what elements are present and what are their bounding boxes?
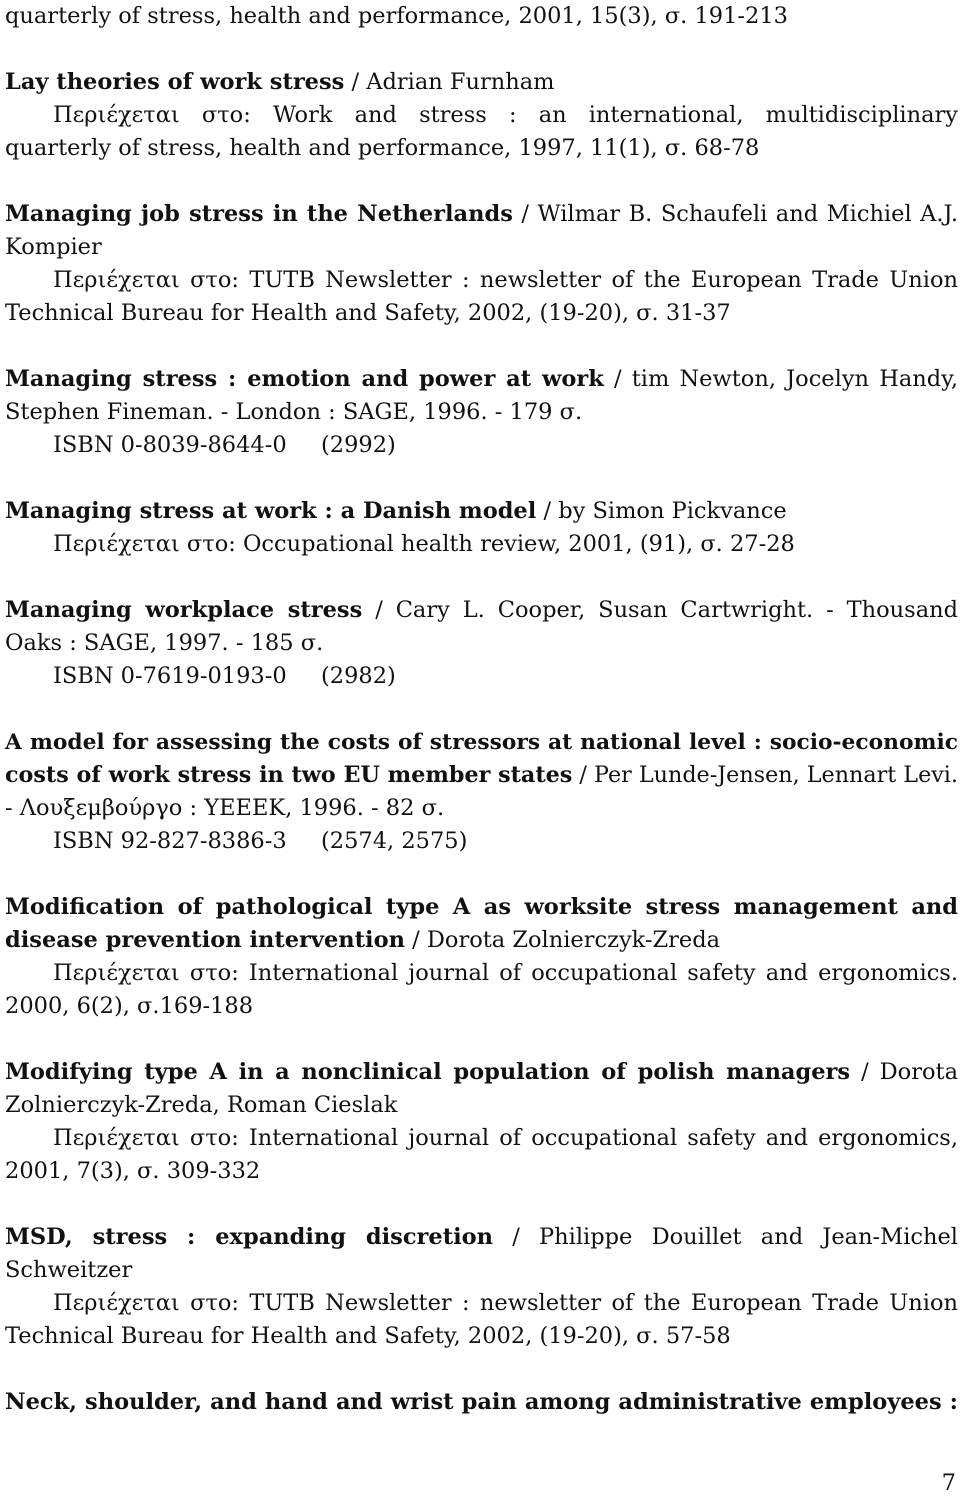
entry-source: Περιέχεται στο: International journal of occupational safety and ergonomics, xyxy=(53,1125,958,1151)
entry-imprint: Oaks : SAGE, 1997. - 185 σ. xyxy=(5,630,324,656)
entry-title: Managing stress : emotion and power at work xyxy=(5,366,604,392)
entry-source: Περιέχεται στο: Occupational health review, 2001, (91), σ. 27-28 xyxy=(53,531,795,557)
spacer xyxy=(5,33,958,66)
bibliography-entry xyxy=(5,66,958,165)
spacer xyxy=(5,1188,958,1221)
entry-title: Managing stress at work : a Danish model xyxy=(5,498,537,524)
entry-authors-cont: Zolnierczyk-Zreda, Roman Cieslak xyxy=(5,1092,398,1118)
entry-isbn-line xyxy=(5,660,958,693)
bibliography-page xyxy=(5,0,958,1419)
entry-title: Modification of pathological type A as worksite stress management and xyxy=(5,894,958,920)
entry-isbn-line xyxy=(5,429,958,462)
entry-authors: / Per Lunde-Jensen, Lennart Levi. xyxy=(572,762,958,788)
entry-source-cont: Technical Bureau for Health and Safety, 2002, (19-20), σ. 31-37 xyxy=(5,300,731,326)
spacer xyxy=(5,1023,958,1056)
entry-source: Περιέχεται στο: International journal of occupational safety and ergonomics. xyxy=(53,960,958,986)
entry-title: A model for assessing the costs of stressors at national level : socio-economic xyxy=(5,730,958,755)
bibliography-entry xyxy=(5,1221,958,1353)
spacer xyxy=(5,1353,958,1386)
entry-isbn-line xyxy=(5,825,958,858)
entry-source-cont: Technical Bureau for Health and Safety, 2002, (19-20), σ. 57-58 xyxy=(5,1323,731,1349)
bibliography-entry xyxy=(5,495,958,561)
entry-authors-cont: Kompier xyxy=(5,234,102,260)
entry-title: Modifying type A in a nonclinical population of polish managers xyxy=(5,1059,851,1085)
isbn: ISBN 0-8039-8644-0 xyxy=(53,432,287,458)
bibliography-entry xyxy=(5,1386,958,1419)
bibliography-entry xyxy=(5,363,958,462)
entry-title: MSD, stress : expanding discretion xyxy=(5,1224,494,1250)
spacer xyxy=(5,858,958,891)
entry-title: Neck, shoulder, and hand and wrist pain among administrative employees : xyxy=(5,1389,958,1415)
entry-title: Lay theories of work stress xyxy=(5,69,345,95)
entry-source-cont: 2000, 6(2), σ.169-188 xyxy=(5,993,254,1019)
isbn: ISBN 92-827-8386-3 xyxy=(53,828,287,854)
entry-source: Περιέχεται στο: TUTB Newsletter : newsletter of the European Trade Union xyxy=(53,267,958,293)
bibliography-entry xyxy=(5,198,958,330)
page-number: 7 xyxy=(941,1470,956,1496)
continued-citation: quarterly of stress, health and performance, 2001, 15(3), σ. 191-213 xyxy=(5,3,788,29)
entry-authors: / Dorota Zolnierczyk-Zreda xyxy=(404,927,721,953)
entry-title: Managing workplace stress xyxy=(5,597,363,623)
entry-imprint: Stephen Fineman. - London : SAGE, 1996. - 179 σ. xyxy=(5,399,583,425)
entry-authors: / Wilmar B. Schaufeli and Michiel A.J. xyxy=(512,201,958,227)
bibliography-entry xyxy=(5,891,958,1023)
entry-authors: / Cary L. Cooper, Susan Cartwright. - Thousand xyxy=(362,597,959,623)
entry-title: Managing job stress in the Netherlands xyxy=(5,201,513,227)
spacer xyxy=(5,693,958,726)
entry-source: Περιέχεται στο: TUTB Newsletter : newsletter of the European Trade Union xyxy=(53,1290,958,1316)
entry-authors: / tim Newton, Jocelyn Handy, xyxy=(603,366,958,392)
spacer xyxy=(5,165,958,198)
entry-authors: / Adrian Furnham xyxy=(344,69,555,95)
spacer xyxy=(5,462,958,495)
entry-imprint: - Λουξεμβούργο : ΥΕΕΕΚ, 1996. - 82 σ. xyxy=(5,795,445,821)
entry-authors: / Dorota xyxy=(850,1059,958,1085)
entry-authors: / by Simon Pickvance xyxy=(536,498,787,524)
isbn: ISBN 0-7619-0193-0 xyxy=(53,663,287,689)
entry-authors: / Philippe Douillet and Jean-Michel xyxy=(493,1224,959,1250)
shelf-number: (2982) xyxy=(321,663,396,689)
shelf-number: (2574, 2575) xyxy=(321,828,468,854)
spacer xyxy=(5,330,958,363)
entry-title-cont: disease prevention intervention xyxy=(5,927,405,953)
shelf-number: (2992) xyxy=(321,432,396,458)
bibliography-entry xyxy=(5,594,958,693)
entry-authors-cont: Schweitzer xyxy=(5,1257,133,1283)
entry-source-cont: 2001, 7(3), σ. 309-332 xyxy=(5,1158,261,1184)
entry-source-cont: quarterly of stress, health and performance, 1997, 11(1), σ. 68-78 xyxy=(5,135,760,161)
entry-source: Περιέχεται στο: Work and stress : an international, multidisciplinary xyxy=(53,102,958,128)
bibliography-entry xyxy=(5,726,958,858)
bibliography-entry xyxy=(5,1056,958,1188)
entry-title-cont: costs of work stress in two EU member states xyxy=(5,762,573,788)
spacer xyxy=(5,561,958,594)
